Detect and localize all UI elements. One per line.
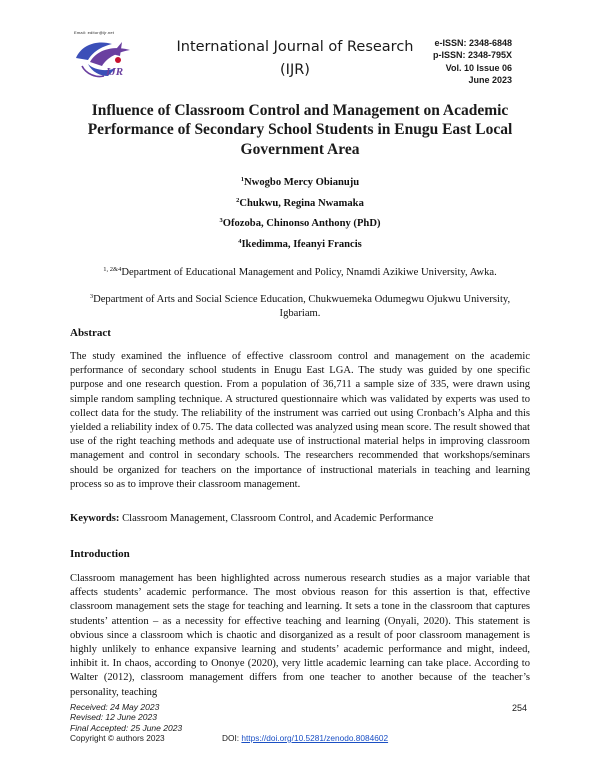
logo-letters: IJR — [106, 66, 124, 78]
page-number: 254 — [512, 703, 528, 713]
copyright: Copyright © authors 2023 — [70, 733, 165, 743]
affiliation-2: $^3$Department of Arts and Social Science Education, Chukwuemeka Odumegwu Ojukwu University, Igbariam. — [89, 293, 511, 319]
received-date: Received: 24 May 2023 — [70, 702, 160, 712]
abstract-heading: Abstract — [70, 327, 111, 339]
accepted-date: Final Accepted: 25 June 2023 — [70, 722, 183, 733]
pissn: p-ISSN: 2348-795X — [432, 50, 512, 61]
issn-block — [433, 37, 512, 86]
journal-abbr: (IJR) — [280, 62, 310, 78]
doi: DOI: https://doi.org/10.5281/zenodo.8084602 — [222, 733, 389, 743]
volume-issue: Vol. 10 Issue 06 — [445, 62, 512, 73]
author-1: $^1$Nwogbo Mercy Obianuju — [240, 176, 360, 188]
paper-title: Influence of Classroom Control and Management on Academic Performance of Secondary School Students in Enugu East Local Government Area — [87, 102, 513, 158]
journal-name: International Journal of Research — [176, 39, 414, 55]
journal-logo — [68, 30, 140, 82]
keywords-label: Keywords: — [70, 513, 120, 524]
eissn: e-ISSN: 2348-6848 — [434, 38, 512, 48]
affiliation-1: $^{1, 2\&4}$Department of Educational Management and Policy, Nnamdi Azikiwe University, Awka. — [103, 266, 497, 278]
doi-link[interactable]: https://doi.org/10.5281/zenodo.8084602 — [241, 733, 389, 743]
keywords — [70, 513, 530, 524]
issue-date: June 2023 — [468, 74, 512, 85]
author-3: $^3$Ofozoba, Chinonso Anthony (PhD) — [219, 217, 381, 229]
introduction-text: Classroom management has been highlighted across numerous research studies as a major variable that affects students’ academic performance. The most obvious reason for this assertion is that, effective classroom management sets the stage for teaching and learning. It sets a tone in the classroom that captures students’ attention – as a necessity for effective teaching and learning (Onyali, 2020). This statement is obvious since a classroom which is chaotic and disorganized as a result of poor classroom management is highly unlikely to enhance expansive learning and students’ academic performance and might, indeed, inhibit it. In chaos, according to Ononye (2020), very little academic learning can take place. According to Walter (2012), classroom management differs from one teacher to another because of the teacher’s personality, teaching — [70, 573, 530, 698]
introduction-heading: Introduction — [70, 548, 130, 560]
journal-name-block — [160, 36, 430, 82]
submission-dates — [70, 702, 182, 733]
author-2: $^2$Chukwu, Regina Nwamaka — [236, 196, 364, 209]
author-4: $^4$Ikedimma, Ifeanyi Francis — [238, 237, 362, 250]
author-list — [70, 170, 530, 252]
revised-date: Revised: 12 June 2023 — [70, 712, 157, 723]
abstract-text: The study examined the influence of effective classroom control and management on the academic performance of secondary school students in Enugu East LGA. The study was guided by one specific purpose and one research question. From a population of 36,711 a sample size of 335, were drawn using simple random sampling technique. A structured questionnaire which was validated by experts was used to collect data for the study. The reliability of the instrument was carried out using Cronbach’s Alpha and this yielded a reliability index of 0.75. The data collected was analyzed using mean score. The result showed that use of the right teaching methods and adequate use of instructional material helps in improving classroom management and control in secondary schools. The researchers recommended that workshops/seminars should be organized for teachers on the importance of instructional materials in teaching and learning process so as to improve their classroom management. — [70, 351, 530, 490]
keywords-text: Classroom Management, Classroom Control, and Academic Performance — [119, 513, 434, 524]
logo-caption: Email: editor@ijr.net — [74, 30, 115, 35]
